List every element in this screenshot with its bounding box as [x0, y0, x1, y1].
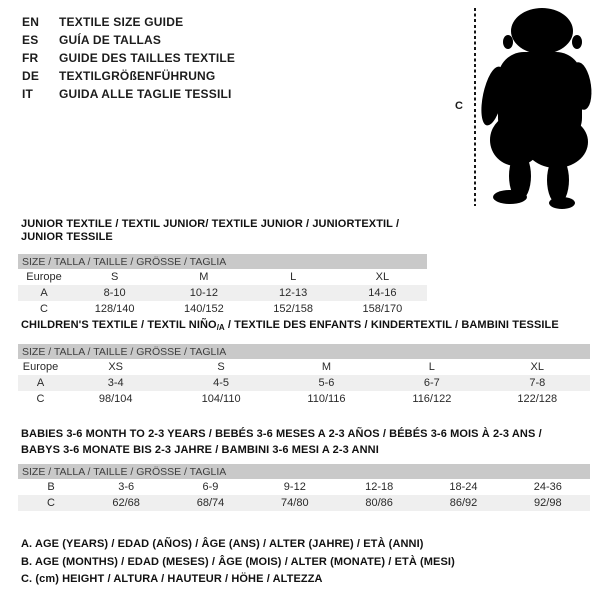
value-cell: 122/128	[517, 393, 558, 405]
size-cell: XL	[530, 361, 545, 373]
size-cell: M	[199, 271, 209, 283]
value-cell: 104/110	[201, 393, 241, 405]
value-cell: 74/80	[253, 495, 337, 511]
value-cell: 12-13	[249, 285, 338, 301]
value-cell: 9-12	[283, 481, 306, 493]
size-header-label: SIZE / TALLA / TAILLE / GRÖSSE / TAGLIA	[18, 254, 427, 269]
size-cell: S	[217, 361, 225, 373]
language-row-en	[22, 13, 235, 31]
language-title: TEXTILE SIZE GUIDE	[59, 15, 184, 29]
table-row-age	[18, 375, 590, 391]
children-table-title	[18, 319, 590, 334]
value-cell: 128/140	[94, 303, 135, 315]
row-label-cell: A	[18, 375, 63, 391]
value-cell: 86/92	[421, 495, 505, 511]
table-row-height	[18, 301, 427, 317]
language-title: GUÍA DE TALLAS	[59, 33, 162, 47]
footer-notes	[21, 536, 455, 589]
babies-title-line1: BABIES 3-6 MONTH TO 2-3 YEARS / BEBÉS 3-6 MESES A 2-3 AÑOS / BÉBÉS 3-6 MOIS À 2-3 ANS /	[21, 428, 542, 440]
value-cell: 152/158	[273, 303, 313, 315]
size-header-bar	[18, 254, 427, 269]
size-cell: L	[290, 271, 297, 283]
junior-table-section	[18, 218, 427, 317]
value-cell: 6-9	[202, 481, 219, 493]
baby-height-figure	[450, 0, 600, 215]
table-row-europe	[18, 359, 590, 375]
size-cell: XS	[108, 361, 124, 373]
value-cell: 3-6	[118, 481, 135, 493]
value-cell: 92/98	[506, 495, 590, 511]
language-row-it	[22, 85, 235, 103]
note-height-cm: C. (cm) HEIGHT / ALTURA / HAUTEUR / HÖHE / ALTEZZA	[21, 573, 323, 585]
table-row-europe	[18, 269, 427, 285]
height-dashed-line	[474, 8, 476, 206]
babies-table-section	[18, 426, 590, 511]
size-header-bar	[18, 464, 590, 479]
size-cell: M	[321, 361, 332, 373]
babies-table-title	[18, 426, 590, 458]
value-cell: 140/152	[183, 303, 224, 315]
value-cell: 80/86	[337, 495, 421, 511]
babies-size-table	[18, 464, 590, 511]
value-cell: 12-18	[365, 481, 394, 493]
language-title: GUIDA ALLE TAGLIE TESSILI	[59, 87, 232, 101]
row-label-cell: C	[40, 303, 48, 315]
size-cell: L	[428, 361, 435, 373]
value-cell: 3-4	[63, 375, 168, 391]
language-code: ES	[22, 33, 39, 47]
table-row-months	[18, 479, 590, 495]
value-cell: 24-36	[533, 481, 562, 493]
language-row-es	[22, 31, 235, 49]
value-cell: 14-16	[338, 285, 427, 301]
language-code: FR	[22, 51, 39, 65]
value-cell: 6-7	[379, 375, 484, 391]
junior-size-table	[18, 254, 427, 317]
value-cell: 7-8	[485, 375, 590, 391]
row-label-cell: B	[47, 481, 55, 493]
table-row-height	[18, 391, 590, 407]
row-label-cell: A	[18, 285, 70, 301]
value-cell: 116/122	[412, 393, 452, 405]
value-cell: 98/104	[98, 393, 133, 405]
language-title: TEXTILGRÖßENFÜHRUNG	[59, 69, 216, 83]
language-code: DE	[22, 69, 40, 83]
language-row-fr	[22, 49, 235, 67]
size-cell: S	[110, 271, 119, 283]
junior-table-title: JUNIOR TEXTILE / TEXTIL JUNIOR/ TEXTILE JUNIOR / JUNIORTEXTIL / JUNIOR TESSILE	[21, 218, 400, 243]
value-cell: 10-12	[159, 285, 248, 301]
baby-silhouette-icon	[480, 4, 595, 212]
children-size-table	[18, 344, 590, 407]
children-title-main: CHILDREN'S TEXTILE / TEXTIL NIÑO	[21, 319, 217, 331]
value-cell: 4-5	[168, 375, 273, 391]
size-header-bar	[18, 344, 590, 359]
language-title: GUIDE DES TAILLES TEXTILE	[59, 51, 236, 65]
row-label-cell: C	[36, 393, 45, 405]
value-cell: 62/68	[84, 495, 168, 511]
language-row-de	[22, 67, 235, 85]
value-cell: 158/170	[362, 303, 403, 315]
size-header-label: SIZE / TALLA / TAILLE / GRÖSSE / TAGLIA	[18, 464, 590, 479]
value-cell: 110/116	[307, 393, 346, 405]
value-cell: 5-6	[274, 375, 379, 391]
note-age-months: B. AGE (MONTHS) / EDAD (MESES) / ÂGE (MOIS) / ALTER (MONATE) / ETÀ (MESI)	[21, 555, 455, 568]
value-cell: 18-24	[449, 481, 478, 493]
table-row-height	[18, 495, 590, 511]
height-label-c: C	[455, 100, 463, 112]
language-code: IT	[22, 87, 34, 101]
row-label-cell: C	[18, 495, 84, 511]
size-cell: XL	[375, 271, 390, 283]
value-cell: 8-10	[70, 285, 159, 301]
value-cell: 68/74	[168, 495, 252, 511]
row-label-cell: Europe	[22, 361, 59, 373]
babies-title-line2: BABYS 3-6 MONATE BIS 2-3 JAHRE / BAMBINI 3-6 MESI A 2-3 ANNI	[21, 444, 379, 456]
language-code: EN	[22, 15, 40, 29]
language-list	[22, 13, 235, 103]
children-title-subscript: /A	[216, 323, 225, 332]
children-table-section	[18, 319, 590, 407]
row-label-cell: Europe	[26, 271, 62, 283]
table-row-age	[18, 285, 427, 301]
note-age-years: A. AGE (YEARS) / EDAD (AÑOS) / ÂGE (ANS) / ALTER (JAHRE) / ETÀ (ANNI)	[21, 538, 424, 550]
size-header-label: SIZE / TALLA / TAILLE / GRÖSSE / TAGLIA	[18, 344, 590, 359]
children-title-rest: / TEXTILE DES ENFANTS / KINDERTEXTIL / BAMBINI TESSILE	[224, 319, 559, 331]
